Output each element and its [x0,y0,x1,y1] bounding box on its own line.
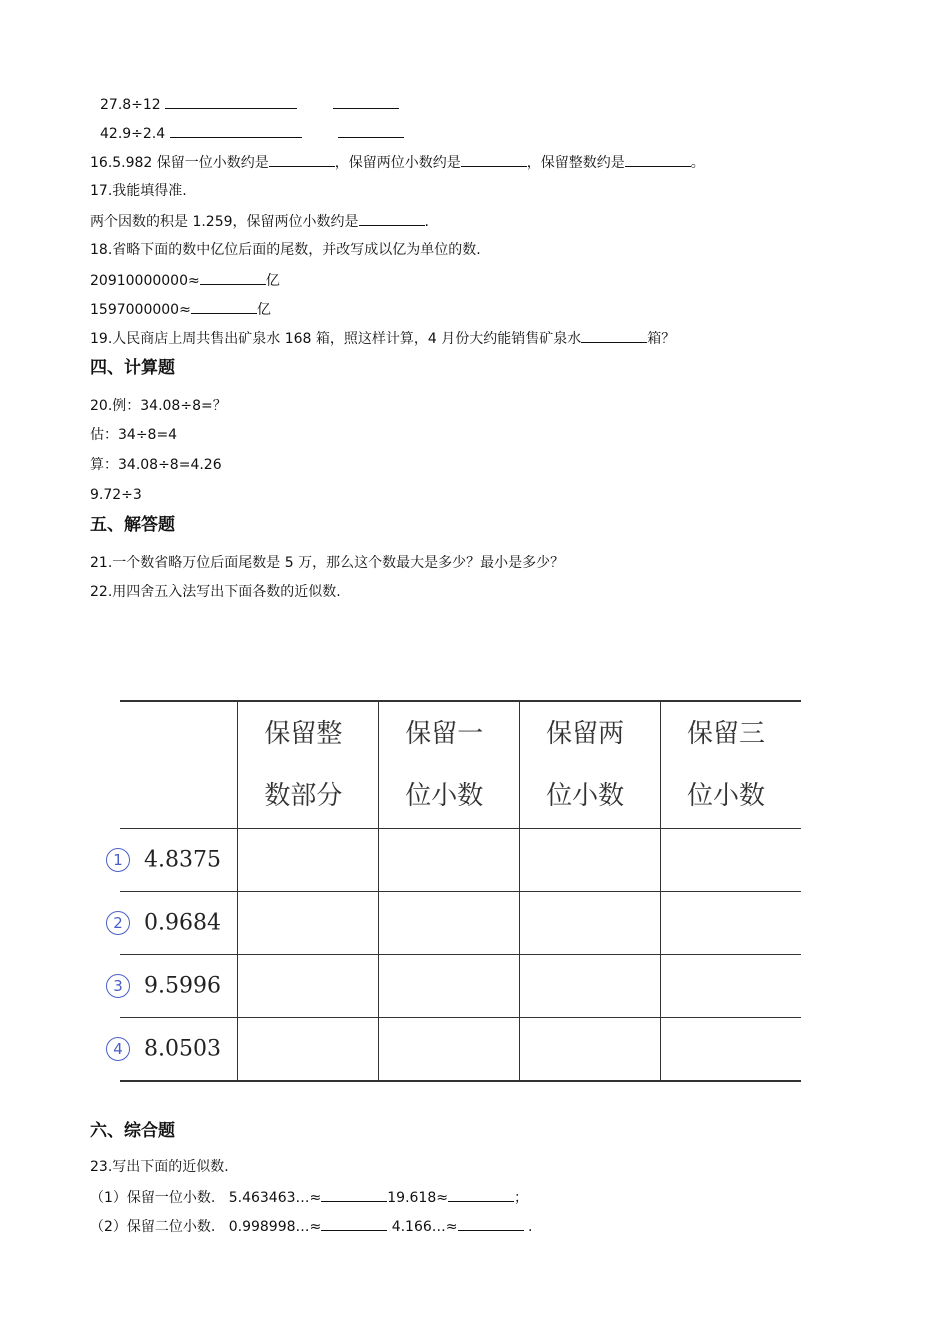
question-17-title: 17.我能填得准. [90,183,187,199]
answer-blank[interactable] [581,328,647,343]
question-20: 20.例：34.08÷8=？ [90,398,227,414]
question-20-task: 9.72÷3 [90,487,142,503]
circled-number-icon: 3 [106,974,130,998]
answer-blank[interactable] [269,152,335,167]
answer-cell[interactable] [661,829,801,892]
question-20-calc: 算：34.08÷8=4.26 [90,457,222,473]
expression: 27.8÷12 [100,97,161,113]
table-row: 1 4.8375 [120,829,801,892]
answer-blank[interactable] [458,1216,524,1231]
expression: 42.9÷2.4 [100,126,166,142]
question-23-part-2: （2）保留二位小数. 0.998998…≈ 4.166…≈ . [90,1216,532,1237]
answer-cell[interactable] [520,829,661,892]
answer-blank[interactable] [359,211,425,226]
table-row: 3 9.5996 [120,955,801,1018]
question-18-title: 18.省略下面的数中亿位后面的尾数，并改写成以亿为单位的数. [90,242,481,258]
answer-blank[interactable] [170,123,236,138]
answer-cell[interactable] [238,955,379,1018]
answer-cell[interactable] [238,892,379,955]
answer-blank[interactable] [625,152,691,167]
section-heading-4: 四、计算题 [90,358,175,378]
answer-cell[interactable] [379,829,520,892]
answer-cell[interactable] [379,892,520,955]
question-18-item-2: 1597000000≈ 亿 [90,299,271,320]
circled-number-icon: 1 [106,848,130,872]
question-18-item-1: 20910000000≈ 亿 [90,270,280,291]
answer-blank[interactable] [165,94,231,109]
section-heading-6: 六、综合题 [90,1121,175,1141]
answer-blank[interactable] [191,299,257,314]
answer-cell[interactable] [520,1018,661,1082]
question-16: 16.5.982 保留一位小数约是 ，保留两位小数约是 ，保留整数约是 。 [90,152,705,173]
answer-blank[interactable] [321,1187,387,1202]
answer-blank[interactable] [338,123,404,138]
question-20-estimate: 估：34÷8=4 [90,427,178,443]
table-header: 保留整 数部分 [238,701,379,829]
answer-cell[interactable] [520,955,661,1018]
approximation-table [113,700,801,1082]
table-header: 保留一 位小数 [379,701,520,829]
table-row: 2 0.9684 [120,892,801,955]
answer-blank[interactable] [333,94,399,109]
answer-cell[interactable] [379,955,520,1018]
question-22: 22.用四舍五入法写出下面各数的近似数. [90,584,341,600]
table-row: 4 8.0503 [120,1018,801,1082]
answer-blank[interactable] [236,123,302,138]
answer-blank[interactable] [200,270,266,285]
answer-cell[interactable] [238,1018,379,1082]
question-23-part-1: （1）保留一位小数. 5.463463…≈ 19.618≈ ； [90,1187,528,1208]
answer-cell[interactable] [379,1018,520,1082]
section-heading-5: 五、解答题 [90,515,175,535]
question-19: 19.人民商店上周共售出矿泉水 168 箱，照这样计算，4 月份大约能销售矿泉水 箱？ [90,328,675,349]
answer-cell[interactable] [238,829,379,892]
table-header: 保留三 位小数 [661,701,801,829]
division-line-2 [100,123,404,144]
circled-number-icon: 4 [106,1037,130,1061]
answer-blank[interactable] [461,152,527,167]
answer-cell[interactable] [520,892,661,955]
answer-cell[interactable] [661,955,801,1018]
answer-blank[interactable] [231,94,297,109]
table-header: 保留两 位小数 [520,701,661,829]
answer-blank[interactable] [448,1187,514,1202]
division-line-1 [100,94,399,115]
answer-cell[interactable] [661,1018,801,1082]
circled-number-icon: 2 [106,911,130,935]
question-23: 23.写出下面的近似数. [90,1159,229,1175]
answer-cell[interactable] [661,892,801,955]
question-21: 21.一个数省略万位后面尾数是 5 万，那么这个数最大是多少？最小是多少？ [90,555,565,571]
answer-blank[interactable] [321,1216,387,1231]
question-17-body: 两个因数的积是 1.259，保留两位小数约是 . [90,211,429,232]
